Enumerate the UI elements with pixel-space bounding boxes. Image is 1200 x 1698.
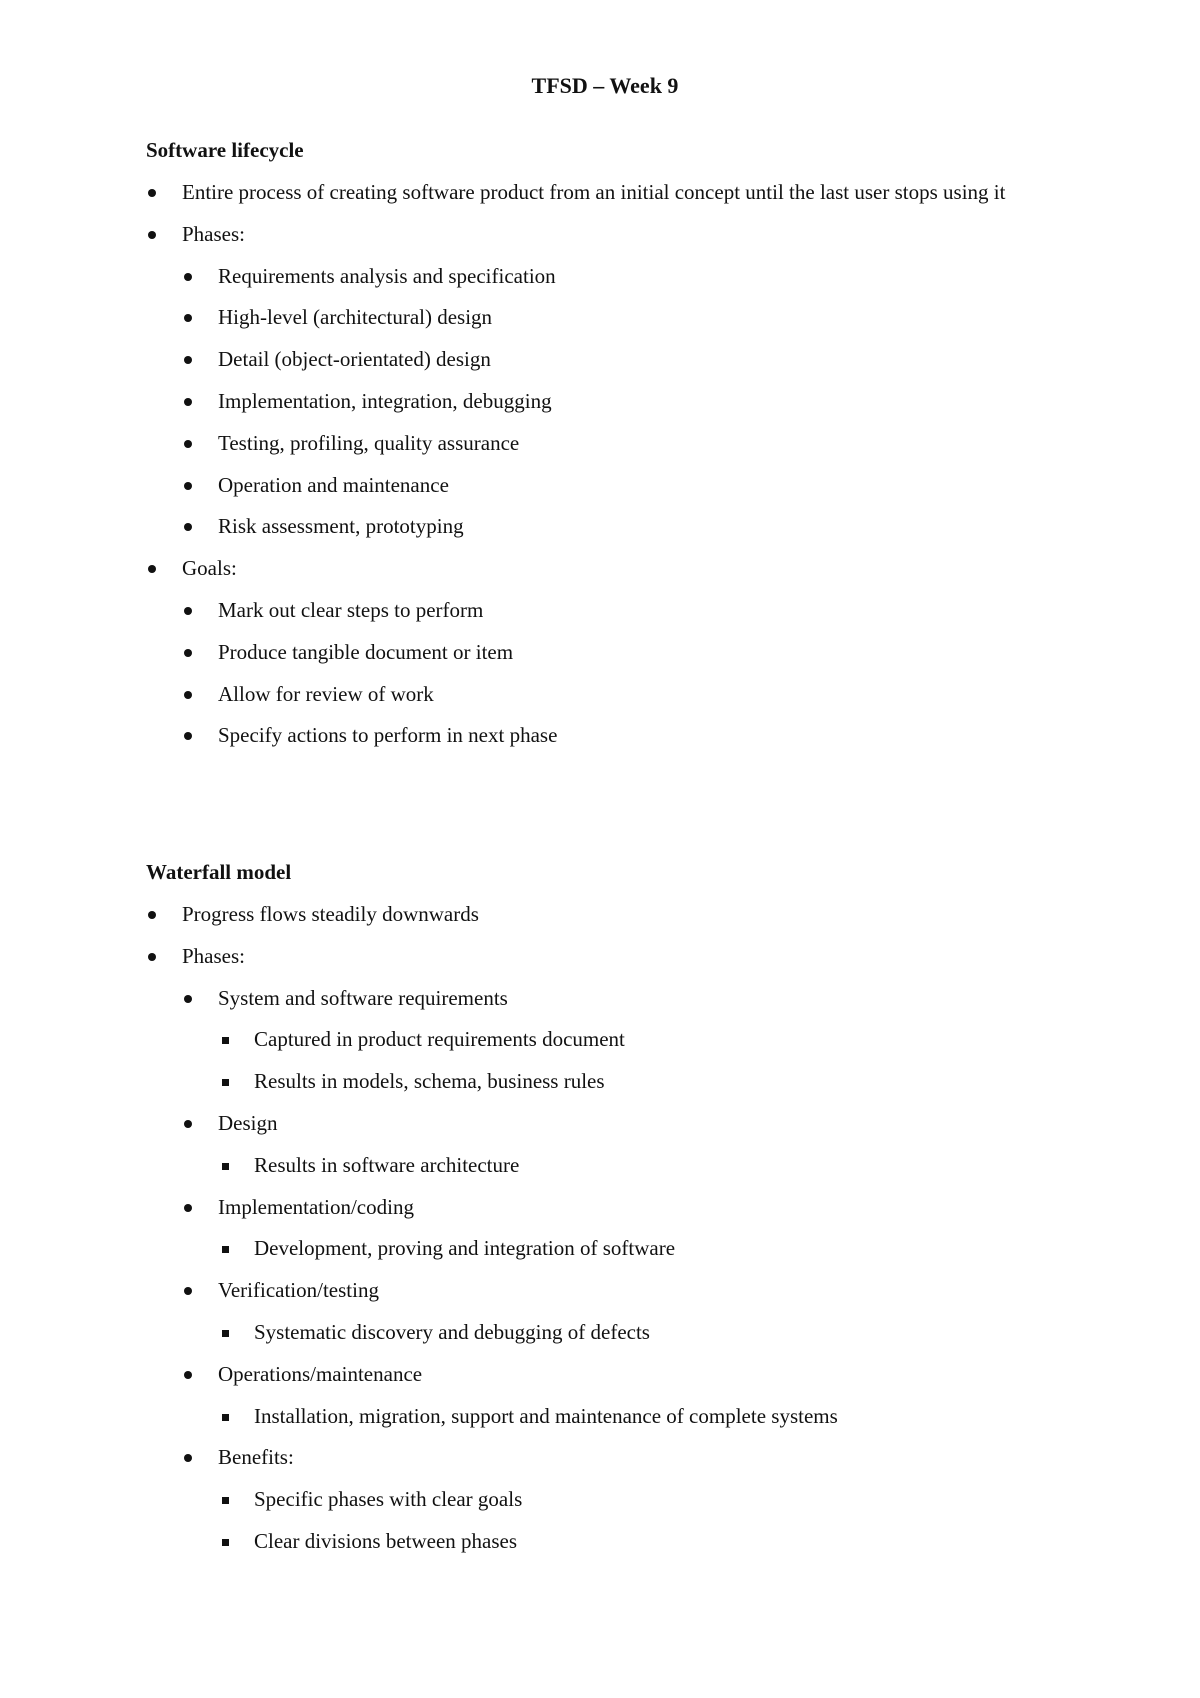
phase-item: System and software requirements <box>218 985 508 1010</box>
list-item <box>182 978 1086 1020</box>
list-item <box>218 1145 1086 1187</box>
bullet-icon <box>148 953 156 961</box>
square-bullet-icon <box>222 1414 229 1421</box>
phase-details-list <box>218 1396 1086 1438</box>
phase-detail: Systematic discovery and debugging of defects <box>254 1319 650 1344</box>
phase-detail: Installation, migration, support and maintenance of complete systems <box>254 1403 838 1428</box>
square-bullet-icon <box>222 1330 229 1337</box>
list-item <box>218 1312 1086 1354</box>
phase-detail: Results in models, schema, business rules <box>254 1069 605 1094</box>
bullet-icon <box>184 649 192 657</box>
square-bullet-icon <box>222 1246 229 1253</box>
list-item <box>182 297 1086 339</box>
bullet-icon <box>184 995 192 1003</box>
list-item <box>182 1270 1086 1312</box>
lifecycle-phases-list <box>182 256 1086 549</box>
section-heading: Software lifecycle <box>146 138 304 162</box>
phase-details-list <box>218 1228 1086 1270</box>
list-item <box>182 1437 1086 1479</box>
list-item <box>218 1061 1086 1103</box>
list-item <box>182 715 1086 757</box>
phase-item: Operation and maintenance <box>218 472 449 497</box>
waterfall-summary: Progress flows steadily downwards <box>182 902 479 926</box>
goal-item: Specify actions to perform in next phase <box>218 723 558 748</box>
square-bullet-icon <box>222 1163 229 1170</box>
bullet-icon <box>184 691 192 699</box>
waterfall-phases-list <box>182 1270 1086 1312</box>
goal-item: Produce tangible document or item <box>218 639 514 664</box>
phase-item: Implementation, integration, debugging <box>218 388 552 413</box>
lifecycle-definition: Entire process of creating software product from an initial concept until the last user stops using it <box>182 180 1006 204</box>
phase-item: Operations/maintenance <box>218 1361 423 1386</box>
phase-item: High-level (architectural) design <box>218 305 493 330</box>
lifecycle-list <box>146 172 1086 256</box>
phase-item: Requirements analysis and specification <box>218 263 556 288</box>
section-heading: Waterfall model <box>146 860 292 884</box>
bullet-icon <box>148 231 156 239</box>
phases-label: Phases: <box>182 943 245 968</box>
waterfall-phases-list <box>182 1103 1086 1145</box>
list-item <box>146 214 1086 256</box>
bullet-icon <box>184 482 192 490</box>
phase-item: Testing, profiling, quality assurance <box>218 430 520 455</box>
bullet-icon <box>184 523 192 531</box>
list-item <box>218 1228 1086 1270</box>
lifecycle-goals-list <box>182 590 1086 757</box>
waterfall-phases-list <box>182 1437 1086 1479</box>
bullet-icon <box>148 911 156 919</box>
phase-detail: Captured in product requirements document <box>254 1027 625 1052</box>
bullet-icon <box>184 1287 192 1295</box>
list-item <box>182 381 1086 423</box>
phase-item: Implementation/coding <box>218 1194 414 1219</box>
square-bullet-icon <box>222 1539 229 1546</box>
phase-item: Design <box>218 1110 278 1135</box>
phase-detail: Results in software architecture <box>254 1152 520 1177</box>
list-item <box>182 1187 1086 1229</box>
phase-detail: Specific phases with clear goals <box>254 1487 523 1512</box>
phase-details-list <box>218 1145 1086 1187</box>
bullet-icon <box>184 607 192 615</box>
bullet-icon <box>184 1371 192 1379</box>
phase-detail: Clear divisions between phases <box>254 1528 518 1553</box>
bullet-icon <box>184 314 192 322</box>
bullet-icon <box>184 1204 192 1212</box>
list-item <box>182 1103 1086 1145</box>
list-item <box>182 339 1086 381</box>
phase-item: Risk assessment, prototyping <box>218 514 464 539</box>
phase-item: Benefits: <box>218 1445 294 1470</box>
bullet-icon <box>148 565 156 573</box>
phases-label: Phases: <box>182 221 245 246</box>
list-item <box>218 1019 1086 1061</box>
list-item <box>218 1521 1086 1563</box>
bullet-icon <box>184 398 192 406</box>
phase-item: Detail (object-orientated) design <box>218 347 491 372</box>
goal-item: Mark out clear steps to perform <box>218 597 484 622</box>
square-bullet-icon <box>222 1037 229 1044</box>
list-item <box>182 256 1086 298</box>
waterfall-phases-list <box>182 1354 1086 1396</box>
list-item <box>146 172 1086 214</box>
bullet-icon <box>148 189 156 197</box>
list-item <box>146 548 1086 590</box>
bullet-icon <box>184 732 192 740</box>
list-item <box>218 1396 1086 1438</box>
section-software-lifecycle <box>146 134 1086 757</box>
bullet-icon <box>184 1454 192 1462</box>
waterfall-list <box>146 894 1086 978</box>
list-item <box>182 423 1086 465</box>
list-item <box>218 1479 1086 1521</box>
lifecycle-goals-heading-list <box>146 548 1086 590</box>
phase-details-list <box>218 1479 1086 1563</box>
bullet-icon <box>184 356 192 364</box>
list-item <box>146 894 1086 936</box>
goals-label: Goals: <box>182 556 237 581</box>
list-item <box>182 1354 1086 1396</box>
phase-item: Verification/testing <box>218 1278 379 1303</box>
list-item <box>182 674 1086 716</box>
bullet-icon <box>184 440 192 448</box>
bullet-icon <box>184 273 192 281</box>
document-title: TFSD – Week 9 <box>531 73 679 98</box>
goal-item: Allow for review of work <box>218 681 434 706</box>
list-item <box>182 590 1086 632</box>
bullet-icon <box>184 1120 192 1128</box>
square-bullet-icon <box>222 1497 229 1504</box>
waterfall-phases-list <box>182 978 1086 1020</box>
section-waterfall-model <box>146 856 1086 1563</box>
list-item <box>182 632 1086 674</box>
waterfall-phases-list <box>182 1187 1086 1229</box>
phase-details-list <box>218 1019 1086 1103</box>
list-item <box>182 506 1086 548</box>
phase-detail: Development, proving and integration of software <box>254 1236 676 1261</box>
phase-details-list <box>218 1312 1086 1354</box>
list-item <box>182 465 1086 507</box>
square-bullet-icon <box>222 1079 229 1086</box>
list-item <box>146 936 1086 978</box>
